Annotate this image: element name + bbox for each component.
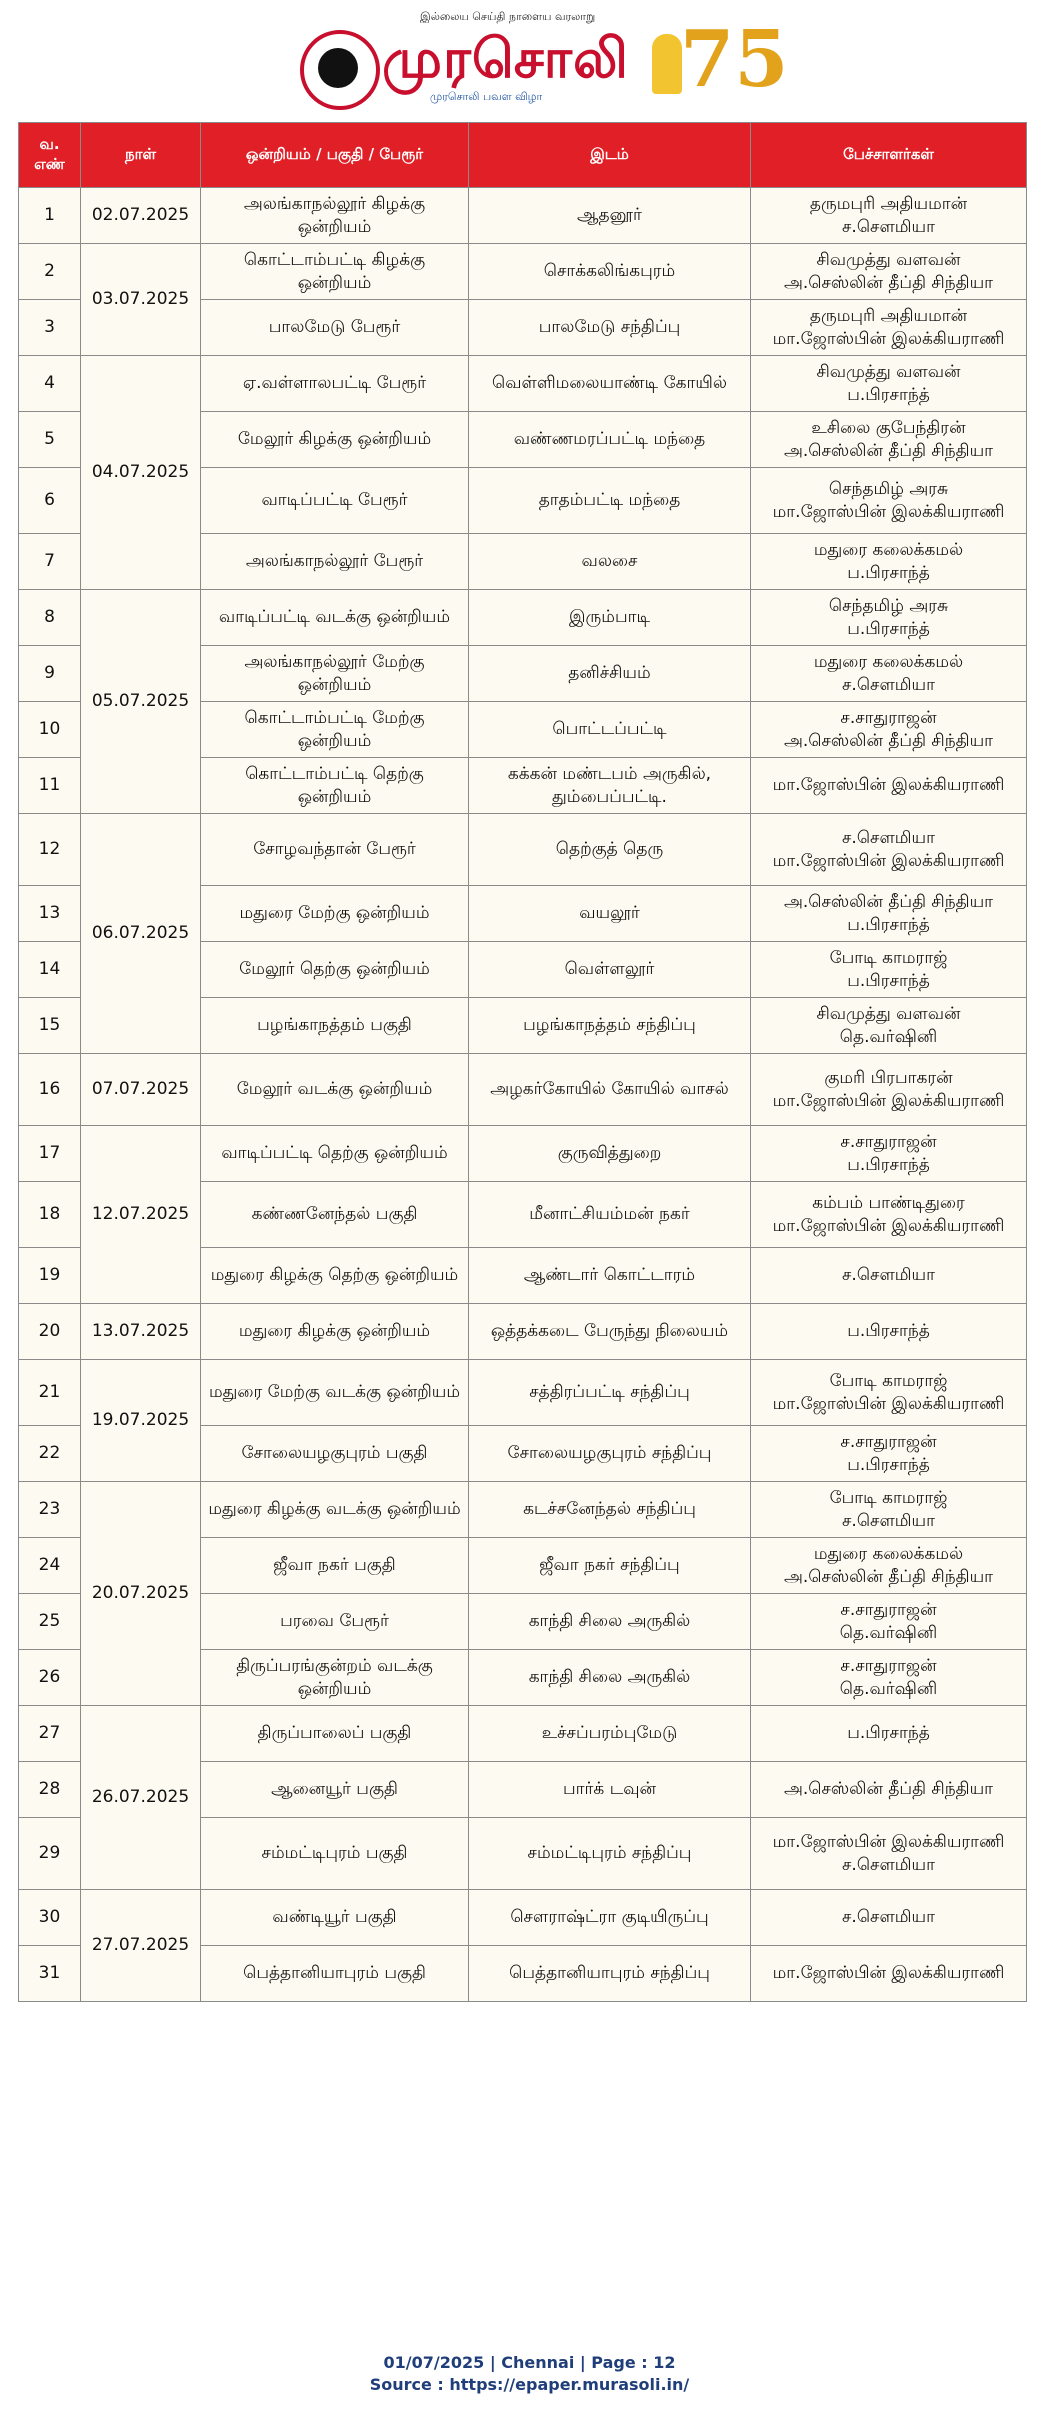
cell-area: மதுரை கிழக்கு தெற்கு ஒன்றியம் bbox=[201, 1248, 469, 1304]
cell-speakers bbox=[751, 1650, 1027, 1706]
speaker-name: அ.செஸ்லின் தீப்தி சிந்தியா bbox=[783, 1566, 994, 1587]
cell-speakers bbox=[751, 244, 1027, 300]
header-serial-no: வ. எண் bbox=[19, 123, 81, 188]
cell-serial-no: 30 bbox=[19, 1890, 81, 1946]
cell-speakers bbox=[751, 1426, 1027, 1482]
cell-area: ஆனையூர் பகுதி bbox=[201, 1762, 469, 1818]
speaker-name: மா.ஜோஸ்பின் இலக்கியராணி bbox=[772, 1090, 1005, 1111]
cell-serial-no: 5 bbox=[19, 412, 81, 468]
cell-area: மதுரை கிழக்கு வடக்கு ஒன்றியம் bbox=[201, 1482, 469, 1538]
speaker-name: உசிலை குபேந்திரன் bbox=[811, 418, 966, 439]
header-speakers: பேச்சாளர்கள் bbox=[751, 123, 1027, 188]
cell-area: ஜீவா நகர் பகுதி bbox=[201, 1538, 469, 1594]
speaker-name: ச.சௌமியா bbox=[842, 216, 935, 237]
speaker-name: ப.பிரசாந்த் bbox=[847, 970, 930, 991]
table-row bbox=[19, 356, 1027, 412]
cell-place: குருவித்துறை bbox=[469, 1126, 751, 1182]
table-row bbox=[19, 1360, 1027, 1426]
speaker-name: மா.ஜோஸ்பின் இலக்கியராணி bbox=[772, 501, 1005, 522]
speaker-name: ப.பிரசாந்த் bbox=[847, 914, 930, 935]
table-row bbox=[19, 1706, 1027, 1762]
speaker-name: மா.ஜோஸ்பின் இலக்கியராணி bbox=[772, 1215, 1005, 1236]
cell-place: வண்ணமரப்பட்டி மந்தை bbox=[469, 412, 751, 468]
cell-place: சொக்கலிங்கபுரம் bbox=[469, 244, 751, 300]
cell-speakers bbox=[751, 1248, 1027, 1304]
cell-speakers bbox=[751, 942, 1027, 998]
cell-serial-no: 20 bbox=[19, 1304, 81, 1360]
cell-area: மதுரை கிழக்கு ஒன்றியம் bbox=[201, 1304, 469, 1360]
cell-serial-no: 8 bbox=[19, 590, 81, 646]
cell-place: பாலமேடு சந்திப்பு bbox=[469, 300, 751, 356]
cell-speakers bbox=[751, 1054, 1027, 1126]
cell-place: பழங்காநத்தம் சந்திப்பு bbox=[469, 998, 751, 1054]
speaker-name: மதுரை கலைக்கமல் bbox=[813, 540, 964, 561]
header-date: நாள் bbox=[81, 123, 201, 188]
speaker-name: ச.சாதுராஜன் bbox=[840, 1600, 937, 1621]
speaker-name: மா.ஜோஸ்பின் இலக்கியராணி bbox=[772, 1393, 1005, 1414]
table-row bbox=[19, 1482, 1027, 1538]
speaker-name: மா.ஜோஸ்பின் இலக்கியராணி bbox=[772, 775, 1005, 796]
speaker-name: ச.சௌமியா bbox=[842, 674, 935, 695]
cell-place: காந்தி சிலை அருகில் bbox=[469, 1650, 751, 1706]
speaker-name: ச.சௌமியா bbox=[842, 1854, 935, 1875]
cell-serial-no: 10 bbox=[19, 702, 81, 758]
anniversary-badge: 75 bbox=[680, 14, 789, 105]
table-row bbox=[19, 1126, 1027, 1182]
cell-serial-no: 14 bbox=[19, 942, 81, 998]
cell-serial-no: 21 bbox=[19, 1360, 81, 1426]
cell-speakers bbox=[751, 814, 1027, 886]
cell-speakers bbox=[751, 188, 1027, 244]
speaker-name: சிவமுத்து வளவன் bbox=[816, 362, 961, 383]
cell-speakers bbox=[751, 534, 1027, 590]
cell-place: கடச்சனேந்தல் சந்திப்பு bbox=[469, 1482, 751, 1538]
cell-speakers bbox=[751, 1706, 1027, 1762]
cell-speakers bbox=[751, 1762, 1027, 1818]
cell-serial-no: 4 bbox=[19, 356, 81, 412]
table-row bbox=[19, 590, 1027, 646]
footer-edition-info: 01/07/2025 | Chennai | Page : 12 bbox=[383, 2353, 676, 2372]
cell-speakers bbox=[751, 702, 1027, 758]
cell-speakers bbox=[751, 1482, 1027, 1538]
cell-place: சோலையழகுபுரம் சந்திப்பு bbox=[469, 1426, 751, 1482]
cell-area: அலங்காநல்லூர் பேரூர் bbox=[201, 534, 469, 590]
speaker-name: கம்பம் பாண்டிதுரை bbox=[812, 1193, 965, 1214]
cell-place: சம்மட்டிபுரம் சந்திப்பு bbox=[469, 1818, 751, 1890]
cell-serial-no: 3 bbox=[19, 300, 81, 356]
cell-date: 26.07.2025 bbox=[81, 1706, 201, 1890]
cell-speakers bbox=[751, 646, 1027, 702]
cell-place: வயலூர் bbox=[469, 886, 751, 942]
speaker-name: அ.செஸ்லின் தீப்தி சிந்தியா bbox=[783, 440, 994, 461]
cell-serial-no: 31 bbox=[19, 1946, 81, 2002]
cell-area: வாடிப்பட்டி பேரூர் bbox=[201, 468, 469, 534]
masthead-subtitle: முரசொலி பவள விழா bbox=[430, 90, 543, 103]
cell-area: பழங்காநத்தம் பகுதி bbox=[201, 998, 469, 1054]
speaker-name: குமரி பிரபாகரன் bbox=[824, 1068, 953, 1089]
cell-area: மேலூர் வடக்கு ஒன்றியம் bbox=[201, 1054, 469, 1126]
cell-date: 20.07.2025 bbox=[81, 1482, 201, 1706]
cell-area: அலங்காநல்லூர் கிழக்கு ஒன்றியம் bbox=[201, 188, 469, 244]
cell-speakers bbox=[751, 1594, 1027, 1650]
cell-serial-no: 1 bbox=[19, 188, 81, 244]
speaker-name: போடி காமராஜ் bbox=[829, 1371, 948, 1392]
speaker-name: அ.செஸ்லின் தீப்தி சிந்தியா bbox=[783, 892, 994, 913]
cell-speakers bbox=[751, 758, 1027, 814]
speaker-name: ப.பிரசாந்த் bbox=[847, 1723, 930, 1744]
party-emblem-icon bbox=[300, 30, 380, 110]
cell-speakers bbox=[751, 998, 1027, 1054]
cell-serial-no: 13 bbox=[19, 886, 81, 942]
cell-area: மதுரை மேற்கு வடக்கு ஒன்றியம் bbox=[201, 1360, 469, 1426]
cell-serial-no: 29 bbox=[19, 1818, 81, 1890]
cell-place: வெள்ளிமலையாண்டி கோயில் bbox=[469, 356, 751, 412]
cell-serial-no: 28 bbox=[19, 1762, 81, 1818]
murasoli-logo bbox=[300, 8, 789, 108]
cell-place: தெற்குத் தெரு bbox=[469, 814, 751, 886]
cell-speakers bbox=[751, 1182, 1027, 1248]
cell-area: சம்மட்டிபுரம் பகுதி bbox=[201, 1818, 469, 1890]
cell-date: 13.07.2025 bbox=[81, 1304, 201, 1360]
cell-area: வாடிப்பட்டி வடக்கு ஒன்றியம் bbox=[201, 590, 469, 646]
cell-serial-no: 19 bbox=[19, 1248, 81, 1304]
speaker-name: மா.ஜோஸ்பின் இலக்கியராணி bbox=[772, 1832, 1005, 1853]
cell-area: மதுரை மேற்கு ஒன்றியம் bbox=[201, 886, 469, 942]
table-row bbox=[19, 1304, 1027, 1360]
speaker-name: ச.சௌமியா bbox=[842, 1510, 935, 1531]
cell-date: 02.07.2025 bbox=[81, 188, 201, 244]
cell-place: வெள்ளலூர் bbox=[469, 942, 751, 998]
speaker-name: ப.பிரசாந்த் bbox=[847, 1154, 930, 1175]
speaker-name: தருமபுரி அதியமான் bbox=[809, 306, 968, 327]
cell-speakers bbox=[751, 1126, 1027, 1182]
table-row bbox=[19, 188, 1027, 244]
cell-area: ஏ.வள்ளாலபட்டி பேரூர் bbox=[201, 356, 469, 412]
cell-area: கண்ணனேந்தல் பகுதி bbox=[201, 1182, 469, 1248]
cell-speakers bbox=[751, 356, 1027, 412]
cell-speakers bbox=[751, 412, 1027, 468]
cell-speakers bbox=[751, 1304, 1027, 1360]
footer-source: Source : https://epaper.murasoli.in/ bbox=[369, 2375, 690, 2395]
cell-serial-no: 2 bbox=[19, 244, 81, 300]
cell-place: உச்சப்பரம்புமேடு bbox=[469, 1706, 751, 1762]
speaker-name: சிவமுத்து வளவன் bbox=[816, 1004, 961, 1025]
cell-area: கொட்டாம்பட்டி தெற்கு ஒன்றியம் bbox=[201, 758, 469, 814]
speaker-name: அ.செஸ்லின் தீப்தி சிந்தியா bbox=[783, 730, 994, 751]
cell-serial-no: 16 bbox=[19, 1054, 81, 1126]
cell-area: சோழவந்தான் பேரூர் bbox=[201, 814, 469, 886]
speaker-name: மதுரை கலைக்கமல் bbox=[813, 652, 964, 673]
cell-date: 03.07.2025 bbox=[81, 244, 201, 356]
cell-serial-no: 18 bbox=[19, 1182, 81, 1248]
table-row bbox=[19, 244, 1027, 300]
speaker-name: அ.செஸ்லின் தீப்தி சிந்தியா bbox=[783, 272, 994, 293]
masthead bbox=[0, 0, 1059, 110]
cell-serial-no: 15 bbox=[19, 998, 81, 1054]
cell-place: காந்தி சிலை அருகில் bbox=[469, 1594, 751, 1650]
speaker-name: ச.சாதுராஜன் bbox=[840, 708, 937, 729]
table-row bbox=[19, 814, 1027, 886]
speaker-name: ச.சாதுராஜன் bbox=[840, 1132, 937, 1153]
cell-place: தாதம்பட்டி மந்தை bbox=[469, 468, 751, 534]
cell-place: பெத்தானியாபுரம் சந்திப்பு bbox=[469, 1946, 751, 2002]
speaker-name: ச.சௌமியா bbox=[842, 1265, 935, 1286]
speaker-name: தெ.வர்ஷினி bbox=[839, 1678, 938, 1699]
cell-area: அலங்காநல்லூர் மேற்கு ஒன்றியம் bbox=[201, 646, 469, 702]
cell-speakers bbox=[751, 886, 1027, 942]
cell-date: 07.07.2025 bbox=[81, 1054, 201, 1126]
table-body bbox=[19, 188, 1027, 2002]
speaker-name: ப.பிரசாந்த் bbox=[847, 1454, 930, 1475]
cell-serial-no: 7 bbox=[19, 534, 81, 590]
meeting-schedule-table bbox=[18, 122, 1027, 2002]
cell-date: 27.07.2025 bbox=[81, 1890, 201, 2002]
cell-area: மேலூர் கிழக்கு ஒன்றியம் bbox=[201, 412, 469, 468]
cell-place: சௌராஷ்ட்ரா குடியிருப்பு bbox=[469, 1890, 751, 1946]
cell-speakers bbox=[751, 1360, 1027, 1426]
cell-place: ஜீவா நகர் சந்திப்பு bbox=[469, 1538, 751, 1594]
speaker-name: மா.ஜோஸ்பின் இலக்கியராணி bbox=[772, 850, 1005, 871]
cell-place: மீனாட்சியம்மன் நகர் bbox=[469, 1182, 751, 1248]
speaker-name: ச.சௌமியா bbox=[842, 828, 935, 849]
speaker-name: அ.செஸ்லின் தீப்தி சிந்தியா bbox=[783, 1779, 994, 1800]
cell-place: வலசை bbox=[469, 534, 751, 590]
cell-serial-no: 23 bbox=[19, 1482, 81, 1538]
speaker-name: போடி காமராஜ் bbox=[829, 1488, 948, 1509]
cell-place: பொட்டப்பட்டி bbox=[469, 702, 751, 758]
masthead-title: முரசொலி bbox=[382, 26, 629, 90]
cell-area: திருப்பாலைப் பகுதி bbox=[201, 1706, 469, 1762]
cell-place: ஆதனூர் bbox=[469, 188, 751, 244]
cell-serial-no: 25 bbox=[19, 1594, 81, 1650]
cell-serial-no: 12 bbox=[19, 814, 81, 886]
cell-place: இரும்பாடி bbox=[469, 590, 751, 646]
speaker-name: சிவமுத்து வளவன் bbox=[816, 250, 961, 271]
cell-date: 12.07.2025 bbox=[81, 1126, 201, 1304]
cell-serial-no: 6 bbox=[19, 468, 81, 534]
cell-speakers bbox=[751, 1890, 1027, 1946]
cell-speakers bbox=[751, 1818, 1027, 1890]
cell-place: பார்க் டவுன் bbox=[469, 1762, 751, 1818]
speaker-name: மா.ஜோஸ்பின் இலக்கியராணி bbox=[772, 328, 1005, 349]
cell-speakers bbox=[751, 1538, 1027, 1594]
cell-area: திருப்பரங்குன்றம் வடக்கு ஒன்றியம் bbox=[201, 1650, 469, 1706]
speaker-name: தருமபுரி அதியமான் bbox=[809, 194, 968, 215]
cell-area: மேலூர் தெற்கு ஒன்றியம் bbox=[201, 942, 469, 998]
cell-serial-no: 24 bbox=[19, 1538, 81, 1594]
cell-date: 04.07.2025 bbox=[81, 356, 201, 590]
cell-speakers bbox=[751, 1946, 1027, 2002]
cell-serial-no: 27 bbox=[19, 1706, 81, 1762]
speaker-name: செந்தமிழ் அரசு bbox=[828, 479, 949, 500]
cell-place: தனிச்சியம் bbox=[469, 646, 751, 702]
table-row bbox=[19, 1890, 1027, 1946]
speaker-name: ச.சௌமியா bbox=[842, 1907, 935, 1928]
table-header-row bbox=[19, 123, 1027, 188]
cell-serial-no: 17 bbox=[19, 1126, 81, 1182]
cell-place: சத்திரப்பட்டி சந்திப்பு bbox=[469, 1360, 751, 1426]
cell-serial-no: 22 bbox=[19, 1426, 81, 1482]
speaker-name: மதுரை கலைக்கமல் bbox=[813, 1544, 964, 1565]
cell-date: 19.07.2025 bbox=[81, 1360, 201, 1482]
cell-area: வாடிப்பட்டி தெற்கு ஒன்றியம் bbox=[201, 1126, 469, 1182]
masthead-tagline: இல்லைய செய்தி நாளைய வரலாறு bbox=[420, 10, 596, 23]
cell-speakers bbox=[751, 590, 1027, 646]
speaker-name: தெ.வர்ஷினி bbox=[839, 1026, 938, 1047]
cell-place: ஆண்டார் கொட்டாரம் bbox=[469, 1248, 751, 1304]
speaker-name: ப.பிரசாந்த் bbox=[847, 562, 930, 583]
cell-date: 06.07.2025 bbox=[81, 814, 201, 1054]
cell-speakers bbox=[751, 468, 1027, 534]
cell-area: கொட்டாம்பட்டி மேற்கு ஒன்றியம் bbox=[201, 702, 469, 758]
speaker-name: மா.ஜோஸ்பின் இலக்கியராணி bbox=[772, 1963, 1005, 1984]
speaker-name: தெ.வர்ஷினி bbox=[839, 1622, 938, 1643]
cell-area: பரவை பேரூர் bbox=[201, 1594, 469, 1650]
cell-serial-no: 26 bbox=[19, 1650, 81, 1706]
cell-place: ஒத்தக்கடை பேருந்து நிலையம் bbox=[469, 1304, 751, 1360]
speaker-name: செந்தமிழ் அரசு bbox=[828, 596, 949, 617]
leader-portrait-icon bbox=[652, 34, 682, 94]
header-area: ஒன்றியம் / பகுதி / பேரூர் bbox=[201, 123, 469, 188]
cell-serial-no: 9 bbox=[19, 646, 81, 702]
speaker-name: ப.பிரசாந்த் bbox=[847, 384, 930, 405]
cell-area: பாலமேடு பேரூர் bbox=[201, 300, 469, 356]
speaker-name: போடி காமராஜ் bbox=[829, 948, 948, 969]
cell-area: வண்டியூர் பகுதி bbox=[201, 1890, 469, 1946]
cell-date: 05.07.2025 bbox=[81, 590, 201, 814]
table-row bbox=[19, 1054, 1027, 1126]
cell-area: பெத்தானியாபுரம் பகுதி bbox=[201, 1946, 469, 2002]
cell-serial-no: 11 bbox=[19, 758, 81, 814]
speaker-name: ப.பிரசாந்த் bbox=[847, 618, 930, 639]
cell-area: கொட்டாம்பட்டி கிழக்கு ஒன்றியம் bbox=[201, 244, 469, 300]
speaker-name: ப.பிரசாந்த் bbox=[847, 1321, 930, 1342]
cell-place: அழகர்கோயில் கோயில் வாசல் bbox=[469, 1054, 751, 1126]
cell-speakers bbox=[751, 300, 1027, 356]
cell-area: சோலையழகுபுரம் பகுதி bbox=[201, 1426, 469, 1482]
speaker-name: ச.சாதுராஜன் bbox=[840, 1432, 937, 1453]
page-footer bbox=[0, 2352, 1059, 2397]
cell-place: கக்கன் மண்டபம் அருகில், தும்பைப்பட்டி. bbox=[469, 758, 751, 814]
speaker-name: ச.சாதுராஜன் bbox=[840, 1656, 937, 1677]
header-place: இடம் bbox=[469, 123, 751, 188]
